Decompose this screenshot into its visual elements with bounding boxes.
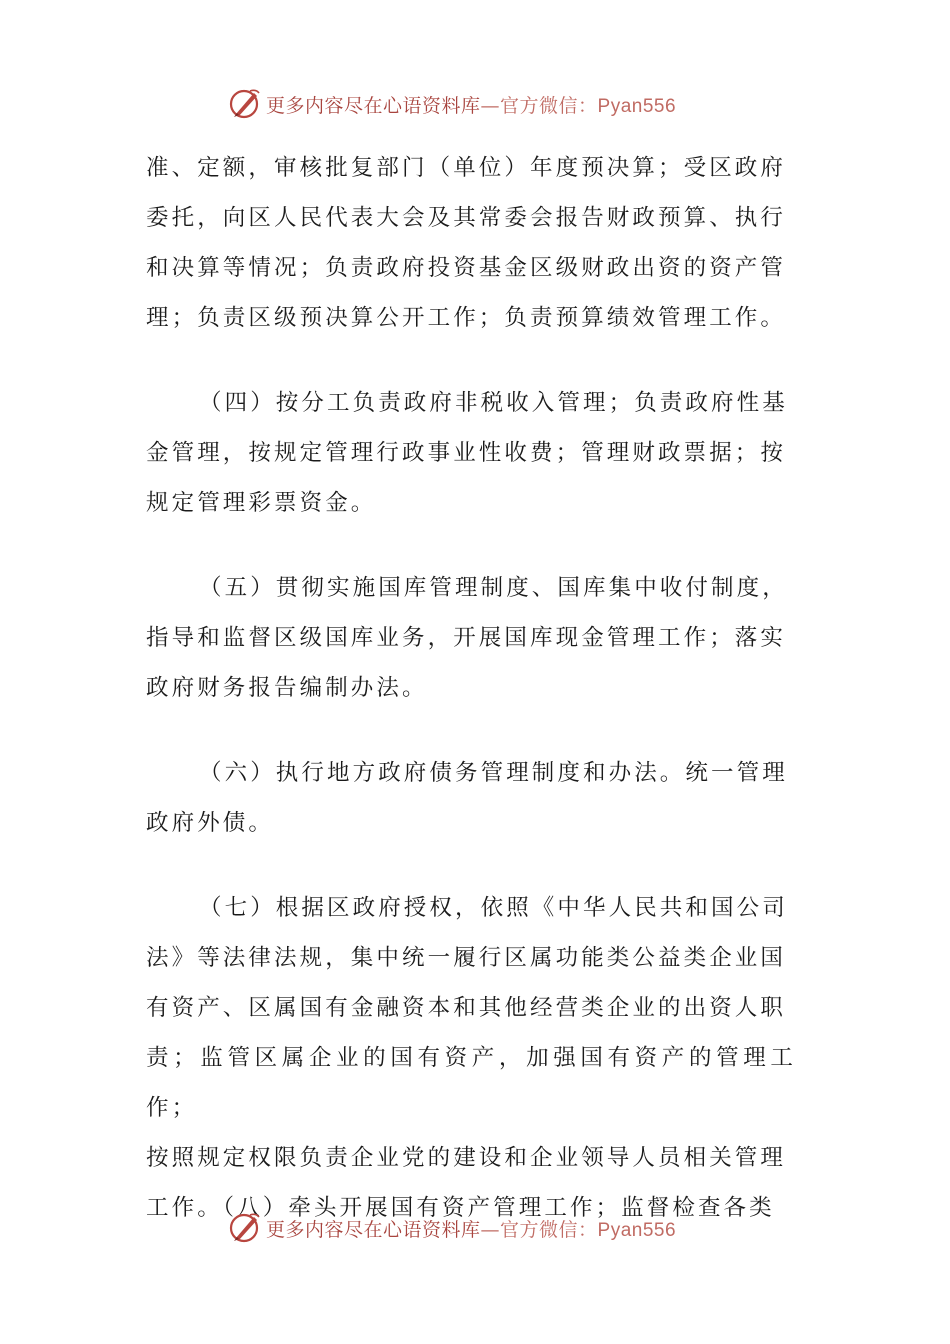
text-line: （五）贯彻实施国库管理制度、国库集中收付制度， [199, 575, 788, 601]
text-line: 法》等法律法规，集中统一履行区属功能类公益类企业国 [146, 945, 787, 971]
text-line: 委托，向区人民代表大会及其常委会报告财政预算、执行 [146, 205, 787, 231]
watermark-text: 更多内容尽在心语资料库 [266, 1218, 481, 1241]
paragraph [146, 143, 796, 343]
text-line: （七）根据区政府授权，依照《中华人民共和国公司 [199, 895, 788, 921]
pen-logo-icon [228, 87, 262, 121]
pen-logo-icon [228, 1211, 262, 1245]
paragraph [146, 748, 796, 848]
text-line: 规定管理彩票资金。 [146, 490, 377, 516]
paragraph [146, 378, 796, 528]
watermark-contact-label: —官方微信： [480, 1218, 598, 1241]
text-line: 指导和监督区级国库业务，开展国库现金管理工作；落实 [146, 625, 787, 651]
text-line: 有资产、区属国有金融资本和其他经营类企业的出资人职 [146, 995, 787, 1021]
text-line: 准、定额，审核批复部门（单位）年度预决算；受区政府 [146, 155, 787, 181]
text-line: 责；监管区属企业的国有资产，加强国有资产的管理工作； [146, 1045, 796, 1121]
header-watermark [228, 84, 676, 124]
watermark-contact [481, 1215, 677, 1242]
text-line: 金管理，按规定管理行政事业性收费；管理财政票据；按 [146, 440, 787, 466]
text-line: （四）按分工负责政府非税收入管理；负责政府性基 [199, 390, 788, 416]
paragraph [146, 883, 796, 1233]
footer-watermark [228, 1208, 676, 1248]
watermark-contact-label: —官方微信： [480, 94, 598, 117]
text-line: 和决算等情况；负责政府投资基金区级财政出资的资产管 [146, 255, 787, 281]
text-line: 政府财务报告编制办法。 [146, 675, 428, 701]
document-body [146, 143, 796, 1233]
text-line: 理；负责区级预决算公开工作；负责预算绩效管理工作。 [146, 305, 787, 331]
watermark-wechat-id: Pyan556 [597, 95, 677, 117]
text-line: （六）执行地方政府债务管理制度和办法。统一管理 [199, 760, 788, 786]
paragraph [146, 563, 796, 713]
watermark-text: 更多内容尽在心语资料库 [266, 94, 481, 117]
text-line: 政府外债。 [146, 810, 275, 836]
text-line: 工作。（八）牵头开展国有资产管理工作；监督检查各类 [146, 1195, 775, 1221]
text-line: 按照规定权限负责企业党的建设和企业领导人员相关管理 [146, 1145, 787, 1171]
watermark-wechat-id: Pyan556 [597, 1219, 677, 1241]
watermark-contact [481, 91, 677, 118]
